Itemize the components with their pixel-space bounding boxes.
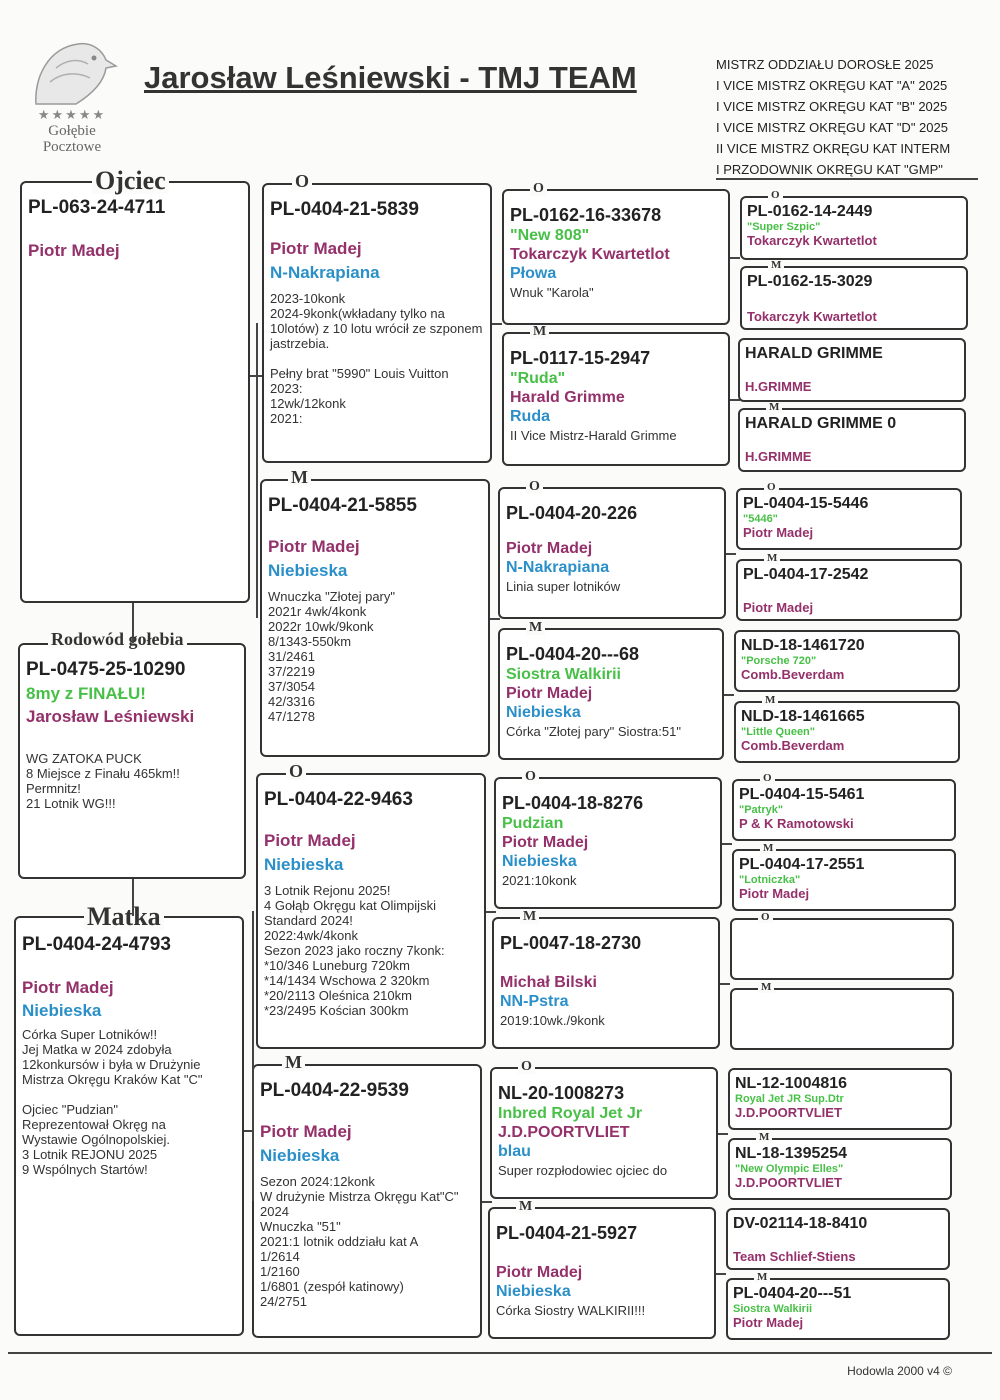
mother-label: Matka (84, 904, 164, 930)
owner-name: Harald Grimme (510, 389, 625, 406)
owner-name: Piotr Madej (739, 886, 810, 901)
color-name: blau (498, 1143, 531, 1160)
nickname: "5446" (743, 513, 778, 525)
ring-number: PL-0162-15-3029 (747, 273, 873, 290)
color-name: Niebieska (268, 561, 348, 580)
owner-name: Piotr Madej (260, 1122, 352, 1141)
pedigree-card[interactable] (502, 189, 730, 325)
title-item: I PRZODOWNIK OKRĘGU KAT "GMP" (716, 162, 943, 177)
mother-card[interactable] (14, 916, 244, 1336)
pedigree-card-empty[interactable] (730, 918, 954, 980)
ring-number: PL-0162-14-2449 (747, 203, 873, 220)
nickname: Royal Jet JR Sup.Dtr (735, 1093, 844, 1105)
pedigree-card[interactable] (498, 487, 726, 619)
logo-line2: Pocztowe (42, 139, 102, 155)
owner-name: Tokarczyk Kwartetlot (510, 246, 670, 263)
sire-label: O (518, 1060, 535, 1074)
owner-name: Tokarczyk Kwartetlot (747, 233, 877, 248)
ring-number: PL-0404-15-5461 (739, 786, 865, 803)
notes: Córka "Złotej pary" Siostra:51" (506, 724, 681, 739)
owner-name: Piotr Madej (22, 978, 114, 997)
owner-name: Team Schlief-Stiens (733, 1249, 856, 1264)
notes: 2019:10wk./9konk (500, 1013, 605, 1028)
nickname (743, 584, 955, 596)
nickname: Inbred Royal Jet Jr (498, 1105, 643, 1122)
owner-name: Comb.Beverdam (741, 738, 845, 753)
logo-line1: Gołębie (48, 123, 96, 139)
pedigree-card[interactable] (728, 1068, 952, 1130)
footer-credit: Hodowla 2000 v4 © (847, 1364, 952, 1378)
owner-name: J.D.POORTVLIET (735, 1175, 842, 1190)
ring-number: PL-0404-15-5446 (743, 495, 869, 512)
dam-label: M (282, 1053, 305, 1071)
dam-label: M (766, 402, 782, 413)
notes: 3 Lotnik Rejonu 2025! 4 Gołąb Okręgu kat Olimpijski Standard 2024! 2022:4wk/4konk Sezon 2023 jako roczny 7konk: *10/346 Luneburg 720km *14/1434 Wschowa 2 320km *20/2113 Oleśnica 210km *23/2495 Kościan 300km (264, 883, 445, 1018)
ring-number: PL-0404-21-5839 (270, 199, 419, 220)
owner-name: H.GRIMME (745, 449, 812, 464)
notes: Linia super lotników (506, 579, 621, 594)
connector (482, 1201, 492, 1203)
owner-name: Piotr Madej (743, 600, 814, 615)
nickname (496, 1245, 708, 1263)
pedigree-card[interactable] (732, 779, 956, 841)
dam-label: M (756, 1132, 772, 1143)
title-item: I VICE MISTRZ OKRĘGU KAT "B" 2025 (716, 99, 948, 114)
dam-label: M (288, 468, 311, 486)
ring-number: PL-0404-21-5855 (268, 495, 417, 516)
color-name: N-Nakrapiana (270, 263, 380, 282)
connector (722, 843, 732, 845)
nickname: "Lotniczka" (739, 874, 801, 886)
nickname: "Porsche 720" (741, 655, 817, 667)
connector (730, 257, 740, 259)
owner-name: Piotr Madej (28, 241, 120, 260)
pedigree-card[interactable] (732, 849, 956, 911)
ring-number: NLD-18-1461665 (741, 708, 865, 725)
pedigree-card[interactable] (736, 559, 962, 621)
dam-label: M (516, 1200, 535, 1214)
pedigree-card[interactable] (736, 488, 962, 550)
owner-name: Jarosław Leśniewski (26, 707, 195, 726)
notes: Wnuczka "Złotej pary" 2021r 4wk/4konk 2022r 10wk/9konk 8/1343-550km 31/2461 37/2219 37/3054 42/3316 47/1278 (268, 589, 395, 724)
ring-number: PL-0475-25-10290 (26, 659, 186, 680)
father-card[interactable] (20, 181, 250, 603)
pedigree-label: Rodowód gołebia (48, 630, 187, 648)
notes: 2023-10konk 2024-9konk(wkładany tylko na 10lotów) z 10 lotu wrócił ze szponem jastrzebia. Pełny brat "5990" Louis Vuitton 2023: 12wk/12konk 2021: (270, 291, 483, 426)
color-name: Niebieska (502, 853, 577, 870)
pigeon-logo-icon (26, 38, 118, 110)
pedigree-card[interactable] (502, 332, 730, 466)
owner-name: H.GRIMME (745, 379, 812, 394)
nickname: Siostra Walkirii (733, 1303, 813, 1315)
nickname (745, 433, 959, 445)
connector (724, 694, 734, 696)
father-label: Ojciec (92, 168, 169, 194)
pedigree-card[interactable] (726, 1208, 950, 1270)
pedigree-card[interactable] (738, 408, 966, 472)
header-divider (716, 178, 978, 180)
notes: Wnuk "Karola" (510, 285, 594, 300)
connector (252, 911, 254, 1201)
connector (132, 603, 134, 643)
pedigree-card[interactable] (734, 701, 960, 763)
pedigree-card[interactable] (252, 1064, 482, 1338)
ring-number: PL-0404-21-5927 (496, 1223, 638, 1243)
owner-name: J.D.POORTVLIET (735, 1105, 842, 1120)
nickname: "New 808" (510, 227, 590, 244)
dam-label: M (758, 982, 774, 993)
owner-name: J.D.POORTVLIET (498, 1124, 630, 1141)
nickname: Pudzian (502, 815, 564, 832)
ring-number: HARALD GRIMME (745, 345, 883, 362)
ring-number: PL-0162-16-33678 (510, 205, 662, 225)
sire-label: O (764, 482, 779, 493)
nickname: "Little Queen" (741, 726, 815, 738)
page-title: Jarosław Leśniewski - TMJ TEAM (144, 60, 637, 95)
dam-label: M (764, 553, 780, 564)
pedigree-card[interactable] (488, 1207, 716, 1339)
ring-number: PL-0404-20---68 (506, 644, 640, 664)
owner-name: Piotr Madej (268, 537, 360, 556)
ring-number: PL-0404-22-9463 (264, 789, 413, 810)
sire-label: O (526, 480, 543, 494)
pedigree-card[interactable] (734, 630, 960, 692)
pedigree-card[interactable] (728, 1138, 952, 1200)
pedigree-card[interactable] (740, 266, 968, 330)
nickname (506, 525, 718, 539)
title-item: MISTRZ ODDZIAŁU DOROSŁE 2025 (716, 57, 934, 72)
connector (490, 618, 500, 620)
notes: WG ZATOKA PUCK 8 Miejsce z Finału 465km!! Permnitz! 21 Lotnik WG!!! (26, 751, 180, 811)
color-name: N-Nakrapiana (506, 559, 610, 576)
sire-label: O (758, 912, 773, 923)
ring-number: PL-0404-24-4793 (22, 934, 171, 955)
notes: Sezon 2024:12konk W drużynie Mistrza Okręgu Kat"C" 2024 Wnuczka "51" 2021:1 lotnik oddziału kat A 1/2614 1/2160 1/6801 (zespół katinowy) 24/2751 (260, 1174, 459, 1309)
ring-number: PL-0404-18-8276 (502, 793, 644, 813)
owner-name: Piotr Madej (270, 239, 362, 258)
ring-number: NL-12-1004816 (735, 1075, 848, 1092)
subject-card[interactable] (18, 643, 246, 879)
pedigree-card[interactable] (492, 917, 720, 1049)
ring-number: PL-0047-18-2730 (500, 933, 642, 953)
notes: Córka Siostry WALKIRII!!! (496, 1303, 646, 1318)
ring-number: NL-18-1395254 (735, 1145, 848, 1162)
logo (26, 38, 118, 153)
ring-number: HARALD GRIMME 0 (745, 415, 897, 432)
footer-divider (8, 1352, 992, 1354)
dam-label: M (754, 1272, 770, 1283)
pedigree-card-empty[interactable] (730, 988, 954, 1050)
sire-label: O (522, 770, 539, 784)
owner-name: Tokarczyk Kwartetlot (747, 309, 877, 324)
pedigree-card[interactable] (740, 196, 968, 260)
sire-label: O (292, 172, 312, 190)
connector (492, 323, 502, 325)
title-item: II VICE MISTRZ OKRĘGU KAT INTERM (716, 141, 951, 156)
ring-number: PL-0404-20---51 (733, 1285, 852, 1302)
pedigree-card[interactable] (494, 777, 722, 909)
color-name: Płowa (510, 265, 557, 282)
owner-name: Michał Bilski (500, 974, 597, 991)
dam-label: M (530, 325, 549, 339)
ring-number: PL-0404-20-226 (506, 503, 638, 523)
sire-label: O (530, 182, 547, 196)
nickname (747, 291, 961, 303)
ring-number: NLD-18-1461720 (741, 637, 865, 654)
connector (256, 323, 258, 618)
color-name: Niebieska (264, 855, 344, 874)
pedigree-card[interactable] (262, 183, 492, 463)
color-name: Ruda (510, 408, 550, 425)
ring-number: PL-0404-17-2542 (743, 566, 869, 583)
notes: Córka Super Lotników!! Jej Matka w 2024 zdobyła 12konkursów i była w Drużynie Mistrza Okręgu Kraków Kat "C" Ojciec "Pudzian" Reprezentował Okręg na Wystawie Ogólnopolskiej. 3 Lotnik REJONU 2025 9 Wspólnych Startów! (22, 1027, 203, 1177)
pedigree-card[interactable] (738, 338, 966, 402)
sire-label: O (760, 773, 775, 784)
owner-name: Piotr Madej (264, 831, 356, 850)
owner-name: Piotr Madej (506, 540, 593, 557)
ring-number: DV-02114-18-8410 (733, 1215, 868, 1232)
ring-number: PL-063-24-4711 (28, 197, 166, 218)
owner-name: Piotr Madej (506, 685, 593, 702)
nickname (733, 1233, 943, 1245)
color-name: Niebieska (496, 1283, 571, 1300)
nickname: Siostra Walkirii (506, 666, 621, 683)
ring-number: NL-20-1008273 (498, 1083, 625, 1103)
dam-label: M (526, 621, 545, 635)
dam-label: M (762, 695, 778, 706)
owner-name: Piotr Madej (733, 1315, 804, 1330)
owner-name: Comb.Beverdam (741, 667, 845, 682)
pedigree-card[interactable] (260, 479, 490, 757)
connector (132, 879, 134, 916)
nickname: "New Olympic Elles" (735, 1163, 844, 1175)
color-name: Niebieska (506, 704, 581, 721)
owner-name: P & K Ramotowski (739, 816, 854, 831)
owner-name: Piotr Madej (743, 525, 814, 540)
ring-number: PL-0404-22-9539 (260, 1080, 409, 1101)
owner-name: Piotr Madej (502, 834, 589, 851)
connector (716, 1273, 726, 1275)
connector (720, 983, 730, 985)
nickname (745, 363, 959, 375)
sire-label: O (286, 762, 306, 780)
connector (726, 553, 736, 555)
ring-number: PL-0404-17-2551 (739, 856, 865, 873)
notes: II Vice Mistrz-Harald Grimme (510, 428, 677, 443)
titles-list (716, 54, 986, 180)
nickname: "Patryk" (739, 804, 784, 816)
nickname: "Ruda" (510, 370, 566, 387)
notes: Super rozpłodowiec ojciec do (498, 1163, 668, 1178)
sire-label: O (768, 190, 783, 201)
title-item: I VICE MISTRZ OKRĘGU KAT "A" 2025 (716, 78, 948, 93)
logo-stars: ★★★★★ (37, 107, 107, 122)
dam-label: M (520, 910, 539, 924)
nickname: "Super Szpic" (747, 221, 821, 233)
dam-label: M (760, 843, 776, 854)
title-item: I VICE MISTRZ OKRĘGU KAT "D" 2025 (716, 120, 948, 135)
nickname (500, 955, 712, 973)
nickname: 8my z FINAŁU! (26, 684, 146, 703)
color-name: Niebieska (260, 1146, 340, 1165)
pedigree-card[interactable] (726, 1278, 950, 1340)
color-name: NN-Pstra (500, 993, 569, 1010)
pedigree-card[interactable] (498, 628, 724, 760)
pedigree-card[interactable] (490, 1067, 718, 1199)
dam-label: M (768, 260, 784, 271)
color-name: Niebieska (22, 1001, 102, 1020)
owner-name: Piotr Madej (496, 1264, 583, 1281)
notes: 2021:10konk (502, 873, 577, 888)
ring-number: PL-0117-15-2947 (510, 348, 651, 368)
pedigree-card[interactable] (256, 773, 486, 1049)
connector (486, 911, 496, 913)
connector (718, 1133, 728, 1135)
